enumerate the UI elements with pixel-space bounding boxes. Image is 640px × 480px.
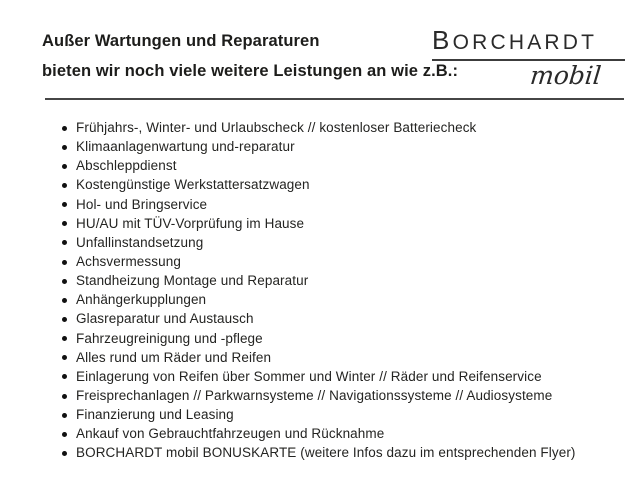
list-item	[62, 175, 576, 194]
list-item-label: Anhängerkupplungen	[76, 292, 207, 308]
list-item-label: Klimaanlagenwartung und-reparatur	[76, 139, 295, 155]
header-intro	[42, 26, 458, 86]
list-item	[62, 329, 576, 348]
list-item	[62, 271, 576, 290]
list-item	[62, 405, 576, 424]
list-item-label: Hol- und Bringservice	[76, 196, 208, 212]
bullet-icon	[62, 451, 67, 456]
list-item	[62, 195, 576, 214]
services-list	[62, 118, 576, 463]
bullet-icon	[62, 336, 67, 341]
horizontal-divider	[45, 98, 624, 100]
list-item-label: BORCHARDT mobil BONUSKARTE (weitere Infos dazu im entsprechenden Flyer)	[76, 445, 576, 461]
header-line-1: Außer Wartungen und Reparaturen	[42, 32, 320, 50]
list-item	[62, 290, 576, 309]
list-item	[62, 309, 576, 328]
bullet-icon	[62, 240, 67, 245]
bullet-icon	[62, 394, 67, 399]
list-item	[62, 156, 576, 175]
bullet-icon	[62, 126, 67, 131]
bullet-icon	[62, 145, 67, 150]
bullet-icon	[62, 355, 67, 360]
list-item-label: Fahrzeugreinigung und -pflege	[76, 330, 263, 346]
bullet-icon	[62, 260, 67, 265]
list-item	[62, 137, 576, 156]
list-item	[62, 348, 576, 367]
header-line-2: bieten wir noch viele weitere Leistungen an wie z.B.:	[42, 62, 459, 80]
bullet-icon	[62, 317, 67, 322]
list-item-label: Abschleppdienst	[76, 158, 177, 174]
list-item	[62, 233, 576, 252]
list-item-label: Unfallinstandsetzung	[76, 234, 204, 250]
bullet-icon	[62, 279, 67, 284]
list-item	[62, 214, 576, 233]
list-item	[62, 424, 576, 443]
bullet-icon	[62, 183, 67, 188]
list-item	[62, 386, 576, 405]
list-item-label: Standheizung Montage und Reparatur	[76, 273, 309, 289]
list-item-label: HU/AU mit TÜV-Vorprüfung im Hause	[76, 215, 305, 231]
list-item	[62, 252, 576, 271]
bullet-icon	[62, 164, 67, 169]
bullet-icon	[62, 413, 67, 418]
borchardt-logo	[432, 25, 625, 89]
list-item-label: Ankauf von Gebrauchtfahrzeugen und Rücknahme	[76, 426, 385, 442]
list-item	[62, 367, 576, 386]
logo-script-mobil: mobil	[528, 60, 603, 90]
list-item	[62, 443, 576, 462]
list-item-label: Achsvermessung	[76, 253, 181, 269]
bullet-icon	[62, 202, 67, 207]
bullet-icon	[62, 374, 67, 379]
list-item-label: Glasreparatur und Austausch	[76, 311, 254, 327]
logo-wordmark: BORCHARDT	[432, 25, 625, 61]
list-item-label: Kostengünstige Werkstattersatzwagen	[76, 177, 310, 193]
list-item-label: Alles rund um Räder und Reifen	[76, 349, 272, 365]
bullet-icon	[62, 221, 67, 226]
bullet-icon	[62, 432, 67, 437]
list-item-label: Einlagerung von Reifen über Sommer und Winter // Räder und Reifenservice	[76, 368, 542, 384]
bullet-icon	[62, 298, 67, 303]
list-item-label: Finanzierung und Leasing	[76, 407, 234, 423]
list-item-label: Frühjahrs-, Winter- und Urlaubscheck // kostenloser Batteriecheck	[76, 120, 477, 135]
list-item-label: Freisprechanlagen // Parkwarnsysteme // Navigationssysteme // Audiosysteme	[76, 387, 553, 403]
list-item	[62, 118, 576, 137]
